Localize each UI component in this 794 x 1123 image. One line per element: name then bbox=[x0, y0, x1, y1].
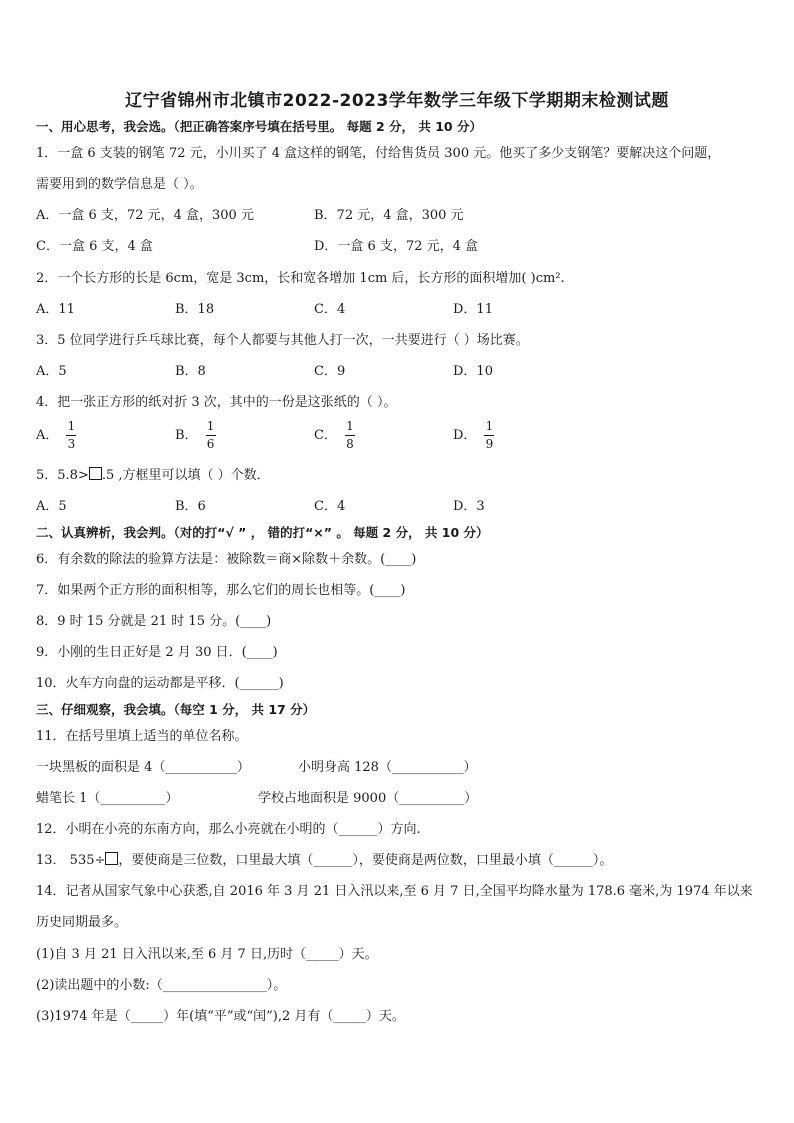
question-13-prefix: 13． 535÷ bbox=[36, 853, 106, 868]
fraction bbox=[66, 420, 76, 451]
fraction-denominator: 3 bbox=[67, 437, 76, 451]
question-1-option-a: A．一盒 6 支，72 元，4 盒，300 元 bbox=[36, 208, 254, 223]
question-2-option-c: C．4 bbox=[314, 302, 346, 317]
question-2-option-a: A．11 bbox=[36, 302, 75, 317]
question-3-option-b: B．8 bbox=[175, 364, 206, 379]
question-5-option-b: B．6 bbox=[175, 499, 206, 514]
fraction-numerator: 1 bbox=[206, 419, 215, 433]
question-7: 7．如果两个正方形的面积相等，那么它们的周长也相等。(____) bbox=[36, 583, 406, 598]
question-14-line-1: 14．记者从国家气象中心获悉,自 2016 年 3 月 21 日入汛以来,至 6 月 7 日,全国平均降水量为 178.6 毫米,为 1974 年以来 bbox=[36, 884, 753, 899]
fraction-bar bbox=[345, 435, 355, 436]
blank-box-icon bbox=[105, 852, 118, 865]
question-4: 4．把一张正方形的纸对折 3 次，其中的一份是这张纸的（ ）。 bbox=[36, 395, 397, 410]
question-9: 9．小刚的生日正好是 2 月 30 日．(____) bbox=[36, 645, 278, 660]
question-5-option-a: A．5 bbox=[36, 499, 67, 514]
section-2-heading: 二、认真辨析，我会判。（对的打“√ ” ， 错的打“×” 。 每题 2 分， 共 10 分） bbox=[36, 525, 489, 540]
question-10: 10．火车方向盘的运动都是平移．(______) bbox=[36, 676, 284, 691]
question-2: 2．一个长方形的长是 6cm，宽是 3cm，长和宽各增加 1cm 后，长方形的面积增加( )cm². bbox=[36, 271, 565, 286]
question-4-option-d bbox=[453, 420, 494, 451]
question-6: 6．有余数的除法的验算方法是：被除数＝商×除数＋余数。(____) bbox=[36, 552, 417, 567]
section-1-heading: 一、用心思考，我会选。（把正确答案序号填在括号里。 每题 2 分， 共 10 分） bbox=[36, 119, 482, 134]
question-11-blank-b: 小明身高 128（___________） bbox=[298, 760, 477, 775]
question-3-option-c: C．9 bbox=[314, 364, 346, 379]
question-4-option-b bbox=[175, 420, 216, 451]
fraction bbox=[345, 420, 355, 451]
question-5-option-d: D．3 bbox=[453, 499, 485, 514]
option-label: A． bbox=[36, 428, 59, 443]
question-1-line-2: 需要用到的数学信息是（ ）。 bbox=[36, 177, 203, 192]
option-label: D． bbox=[453, 428, 477, 443]
option-label: B． bbox=[175, 428, 198, 443]
question-5-suffix: .5 ,方框里可以填（ ）个数． bbox=[101, 468, 270, 483]
question-3-option-a: A．5 bbox=[36, 364, 67, 379]
fraction-bar bbox=[484, 435, 494, 436]
question-13 bbox=[36, 852, 612, 870]
fraction-denominator: 8 bbox=[346, 437, 354, 451]
question-1-option-b: B．72 元，4 盒，300 元 bbox=[314, 208, 464, 223]
question-14-part-2: (2)读出题中的小数:（________________）。 bbox=[36, 978, 287, 993]
fraction bbox=[484, 420, 494, 451]
option-label: C． bbox=[314, 428, 337, 443]
question-11-blank-c: 蜡笔长 1（__________） bbox=[36, 791, 179, 806]
question-2-option-b: B．18 bbox=[175, 302, 215, 317]
question-5 bbox=[36, 467, 270, 485]
question-5-option-c: C．4 bbox=[314, 499, 346, 514]
question-14-part-3: (3)1974 年是（_____）年(填“平”或“闰”),2 月有（_____）天。 bbox=[36, 1009, 405, 1024]
question-11: 11．在括号里填上适当的单位名称。 bbox=[36, 729, 248, 744]
question-14-line-2: 历史同期最多。 bbox=[36, 915, 128, 930]
question-8: 8．9 时 15 分就是 21 时 15 分。(____) bbox=[36, 614, 272, 629]
question-3: 3．5 位同学进行乒乓球比赛，每个人都要与其他人打一次，一共要进行（ ）场比赛。 bbox=[36, 333, 529, 348]
fraction-numerator: 1 bbox=[485, 419, 494, 433]
question-4-option-c bbox=[314, 420, 355, 451]
fraction-numerator: 1 bbox=[67, 419, 76, 433]
question-12: 12．小明在小亮的东南方向，那么小亮就在小明的（______）方向. bbox=[36, 822, 421, 837]
blank-box-icon bbox=[89, 467, 102, 480]
question-2-option-d: D．11 bbox=[453, 302, 493, 317]
fraction-denominator: 9 bbox=[485, 437, 494, 451]
question-1-line-1: 1．一盒 6 支装的钢笔 72 元，小川买了 4 盒这样的钢笔，付给售货员 300 元。他买了多少支钢笔？要解决这个问题， bbox=[36, 146, 721, 161]
question-5-prefix: 5．5.8> bbox=[36, 468, 89, 483]
fraction-bar bbox=[206, 435, 216, 436]
fraction-denominator: 6 bbox=[206, 437, 215, 451]
section-3-heading: 三、仔细观察，我会填。（每空 1 分， 共 17 分） bbox=[36, 702, 316, 717]
question-11-blank-a: 一块黑板的面积是 4（___________） bbox=[36, 760, 250, 775]
fraction-bar bbox=[66, 435, 76, 436]
question-13-suffix: ，要使商是三位数，口里最大填（______），要使商是两位数，口里最小填（______）。 bbox=[118, 853, 613, 868]
question-11-blank-d: 学校占地面积是 9000（__________） bbox=[258, 791, 478, 806]
question-4-option-a bbox=[36, 420, 76, 451]
fraction bbox=[206, 420, 216, 451]
fraction-numerator: 1 bbox=[346, 419, 354, 433]
question-1-option-c: C．一盒 6 支，4 盒 bbox=[36, 239, 153, 254]
question-1-option-d: D．一盒 6 支，72 元，4 盒 bbox=[314, 239, 479, 254]
question-3-option-d: D．10 bbox=[453, 364, 493, 379]
question-14-part-1: (1)自 3 月 21 日入汛以来,至 6 月 7 日,历时（_____）天。 bbox=[36, 947, 378, 962]
page-title: 辽宁省锦州市北镇市2022-2023学年数学三年级下学期期末检测试题 bbox=[125, 91, 669, 111]
